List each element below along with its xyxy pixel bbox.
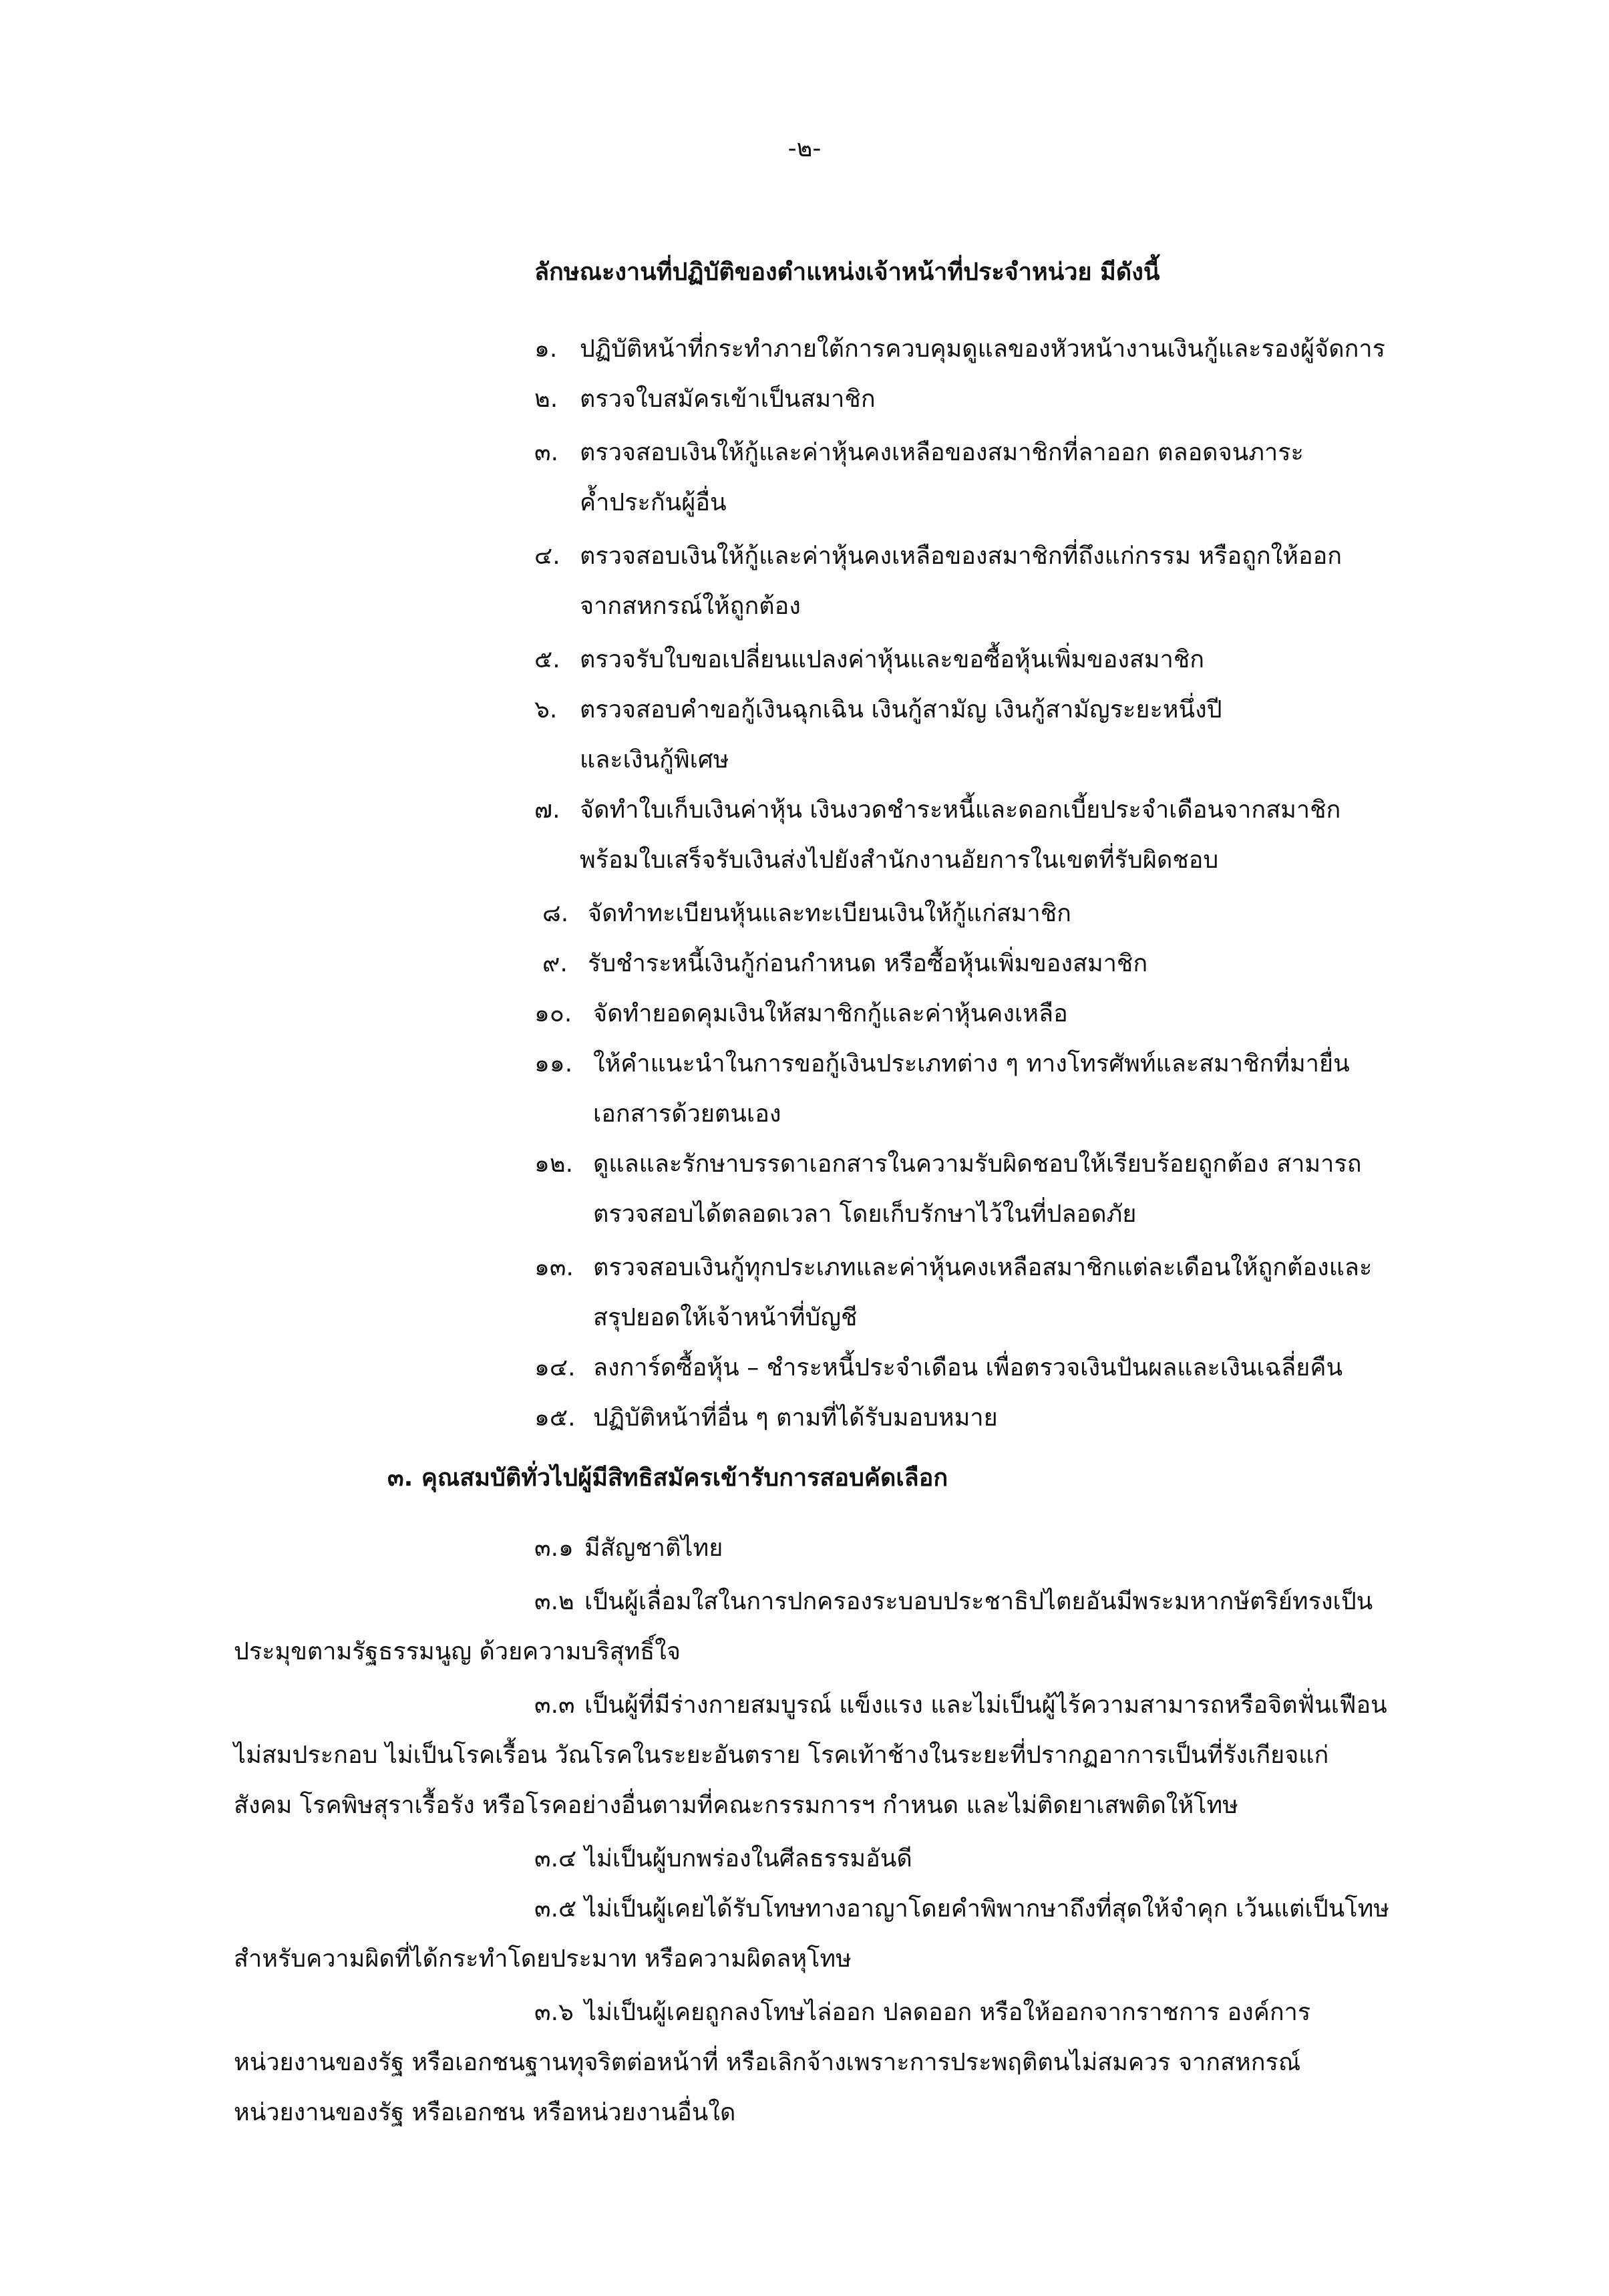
duty-text-continued: จากสหกรณ์ให้ถูกต้อง	[580, 593, 801, 620]
duty-text: จัดทำทะเบียนหุ้นและทะเบียนเงินให้กู้แก่สมาชิก	[588, 900, 1071, 927]
duty-number: ๖.	[534, 696, 558, 723]
duty-text: ให้คำแนะนำในการขอกู้เงินประเภทต่าง ๆ ทางโทรศัพท์และสมาชิกที่มายื่น	[593, 1050, 1350, 1078]
qualification-text: เป็นผู้เลื่อมใสในการปกครองระบอบประชาธิปไตยอันมีพระมหากษัตริย์ทรงเป็น	[584, 1588, 1373, 1615]
qualification-text: ไม่เป็นผู้เคยถูกลงโทษไล่ออก ปลดออก หรือให้ออกจากราชการ องค์การ	[584, 1999, 1311, 2026]
page-number: -๒-	[787, 135, 822, 162]
duty-text: ปฏิบัติหน้าที่กระทำภายใต้การควบคุมดูแลของหัวหน้างานเงินกู้และรองผู้จัดการ	[580, 335, 1385, 363]
qualification-text: ไม่เป็นผู้เคยได้รับโทษทางอาญาโดยคำพิพากษาถึงที่สุดให้จำคุก เว้นแต่เป็นโทษ	[584, 1895, 1390, 1923]
duty-number: ๑๓.	[534, 1254, 574, 1281]
duty-text-continued: ตรวจสอบได้ตลอดเวลา โดยเก็บรักษาไว้ในที่ปลอดภัย	[593, 1200, 1137, 1228]
duty-text: ลงการ์ดซื้อหุ้น – ชำระหนี้ประจำเดือน เพื่อตรวจเงินปันผลและเงินเฉลี่ยคืน	[593, 1354, 1343, 1381]
qualification-number: ๓.๕	[534, 1895, 577, 1923]
qualification-text-continued: ประมุขตามรัฐธรรมนูญ ด้วยความบริสุทธิ์ใจ	[234, 1638, 681, 1665]
qualification-text-continued: ไม่สมประกอบ ไม่เป็นโรคเรื้อน วัณโรคในระยะอันตราย โรคเท้าช้างในระยะที่ปรากฏอาการเป็นที่รังเกียจแก่	[234, 1742, 1329, 1769]
duty-number: ๒.	[534, 385, 558, 413]
duty-text-continued: พร้อมใบเสร็จรับเงินส่งไปยังสำนักงานอัยการในเขตที่รับผิดชอบ	[580, 846, 1219, 874]
qualification-number: ๓.๒	[534, 1588, 574, 1615]
duty-number: ๗.	[534, 796, 560, 824]
duty-number: ๑.	[534, 335, 558, 363]
duty-number: ๔.	[534, 542, 560, 570]
duty-text: ตรวจสอบคำขอกู้เงินฉุกเฉิน เงินกู้สามัญ เงินกู้สามัญระยะหนึ่งปี	[580, 696, 1222, 723]
duty-number: ๙.	[542, 950, 568, 977]
duty-text: ดูแลและรักษาบรรดาเอกสารในความรับผิดชอบให้เรียบร้อยถูกต้อง สามารถ	[593, 1150, 1362, 1178]
duty-number: ๑๐.	[534, 1000, 572, 1027]
qualification-text-continued: หน่วยงานของรัฐ หรือเอกชนฐานทุจริตต่อหน้าที่ หรือเลิกจ้างเพราะการประพฤติตนไม่สมควร จากสหกรณ์	[234, 2049, 1301, 2076]
duty-number: ๑๕.	[534, 1404, 576, 1432]
qualification-text: เป็นผู้ที่มีร่างกายสมบูรณ์ แข็งแรง และไม่เป็นผู้ไร้ความสามารถหรือจิตฟั่นเฟือน	[584, 1691, 1387, 1719]
qualification-text-continued: สังคม โรคพิษสุราเรื้อรัง หรือโรคอย่างอื่นตามที่คณะกรรมการฯ กำหนด และไม่ติดยาเสพติดให้โทษ	[234, 1792, 1238, 1819]
duty-text: ตรวจสอบเงินให้กู้และค่าหุ้นคงเหลือของสมาชิกที่ลาออก ตลอดจนภาระ	[580, 439, 1304, 466]
qualification-number: ๓.๔	[534, 1845, 577, 1872]
duty-text-continued: ค้ำประกันผู้อื่น	[580, 489, 727, 516]
duty-text: ตรวจใบสมัครเข้าเป็นสมาชิก	[580, 385, 876, 413]
duty-text: รับชำระหนี้เงินกู้ก่อนกำหนด หรือซื้อหุ้นเพิ่มของสมาชิก	[588, 950, 1148, 977]
section-heading: ลักษณะงานที่ปฏิบัติของตำแหน่งเจ้าหน้าที่ประจำหน่วย มีดังนี้	[534, 259, 1160, 286]
duty-text: ตรวจสอบเงินให้กู้และค่าหุ้นคงเหลือของสมาชิกที่ถึงแก่กรรม หรือถูกให้ออก	[580, 542, 1343, 570]
duty-text: จัดทำยอดคุมเงินให้สมาชิกกู้และค่าหุ้นคงเหลือ	[593, 1000, 1068, 1027]
duty-number: ๕.	[534, 646, 560, 673]
qualification-number: ๓.๑	[534, 1534, 574, 1562]
duty-text: จัดทำใบเก็บเงินค่าหุ้น เงินงวดชำระหนี้และดอกเบี้ยประจำเดือนจากสมาชิก	[580, 796, 1341, 824]
duty-text: ปฏิบัติหน้าที่อื่น ๆ ตามที่ได้รับมอบหมาย	[593, 1404, 998, 1432]
duty-number: ๑๔.	[534, 1354, 576, 1381]
qualification-text: มีสัญชาติไทย	[584, 1534, 723, 1562]
qualifications-heading: ๓. คุณสมบัติทั่วไปผู้มีสิทธิสมัครเข้ารับการสอบคัดเลือก	[387, 1464, 948, 1492]
duty-number: ๑๑.	[534, 1050, 573, 1078]
qualification-text-continued: หน่วยงานของรัฐ หรือเอกชน หรือหน่วยงานอื่นใด	[234, 2099, 736, 2126]
qualification-number: ๓.๓	[534, 1691, 575, 1719]
duty-text: ตรวจสอบเงินกู้ทุกประเภทและค่าหุ้นคงเหลือสมาชิกแต่ละเดือนให้ถูกต้องและ	[593, 1254, 1373, 1281]
duty-text-continued: เอกสารด้วยตนเอง	[593, 1100, 781, 1128]
qualification-text: ไม่เป็นผู้บกพร่องในศีลธรรมอันดี	[584, 1845, 912, 1872]
duty-number: ๓.	[534, 439, 559, 466]
duty-number: ๘.	[542, 900, 569, 927]
duty-text: ตรวจรับใบขอเปลี่ยนแปลงค่าหุ้นและขอซื้อหุ้นเพิ่มของสมาชิก	[580, 646, 1205, 673]
qualification-text-continued: สำหรับความผิดที่ได้กระทำโดยประมาท หรือความผิดลหุโทษ	[234, 1945, 852, 1973]
qualification-number: ๓.๖	[534, 1999, 574, 2026]
duty-text-continued: และเงินกู้พิเศษ	[580, 746, 729, 774]
duty-text-continued: สรุปยอดให้เจ้าหน้าที่บัญชี	[593, 1304, 858, 1331]
duty-number: ๑๒.	[534, 1150, 574, 1178]
